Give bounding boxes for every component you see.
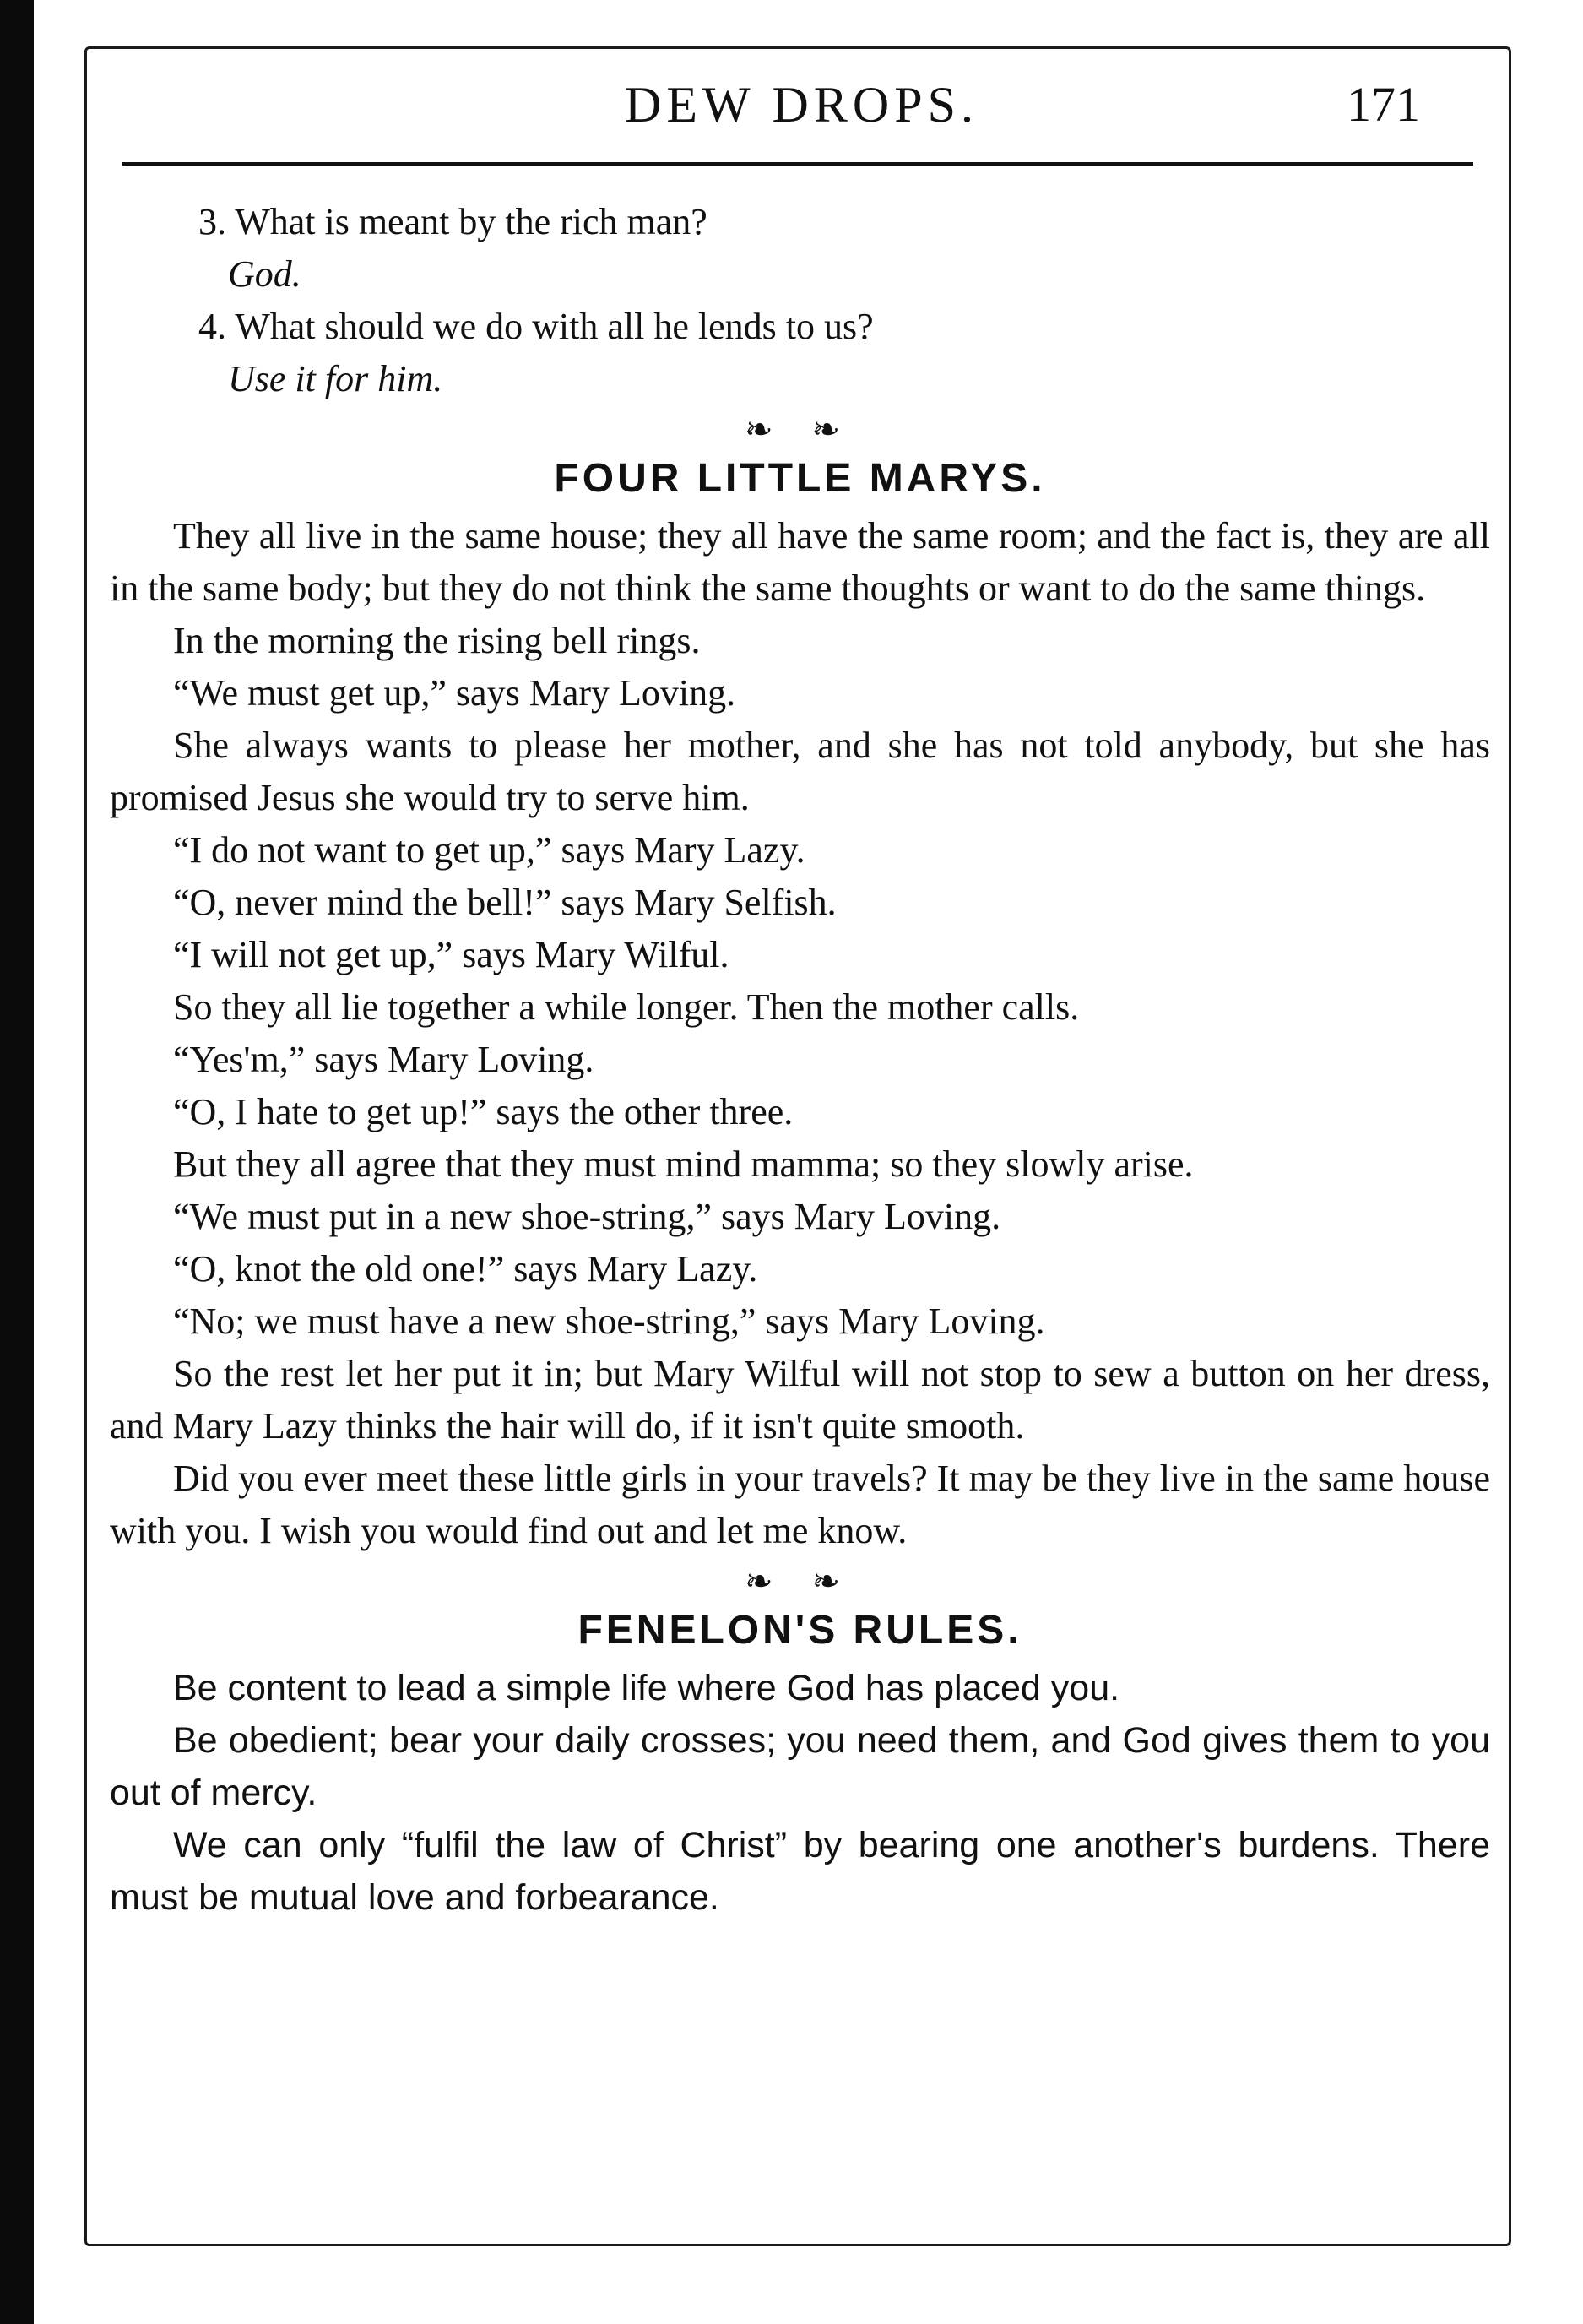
story-paragraph: “Yes'm,” says Mary Loving. (173, 1039, 594, 1080)
story-paragraph: “I do not want to get up,” says Mary Lazy. (173, 829, 805, 871)
question-4: 4. What should we do with all he lends to us? (198, 306, 874, 347)
story-paragraph: “O, I hate to get up!” says the other three. (173, 1091, 794, 1132)
ornament-divider-1: ❧ ❧ (744, 410, 856, 448)
rules-body (110, 1662, 1490, 1924)
story-paragraph: “We must put in a new shoe-string,” says Mary Loving. (173, 1196, 1001, 1237)
story-paragraph: Did you ever meet these little girls in your travels? It may be they live in the same house with you. I wish you would find out and let me know. (110, 1458, 1490, 1551)
question-3: 3. What is meant by the rich man? (198, 201, 707, 242)
rules-paragraph: We can only “fulfil the law of Christ” by bearing one another's burdens. There must be mutual love and forbearance. (110, 1825, 1490, 1918)
page-edge-shadow (0, 0, 34, 2324)
story-body (110, 510, 1490, 1557)
answer-3: God. (228, 253, 301, 295)
story-paragraph: “I will not get up,” says Mary Wilful. (173, 934, 729, 975)
page-header (84, 76, 1511, 152)
rules-paragraph: Be content to lead a simple life where God has placed you. (173, 1668, 1120, 1708)
story-paragraph: “O, never mind the bell!” says Mary Selfish. (173, 882, 837, 923)
story-title: FOUR LITTLE MARYS. (554, 456, 1046, 501)
rules-paragraph: Be obedient; bear your daily crosses; you need them, and God gives them to you out of mercy. (110, 1720, 1490, 1813)
story-paragraph: “No; we must have a new shoe-string,” says Mary Loving. (173, 1300, 1045, 1342)
ornament-divider-2: ❧ ❧ (744, 1562, 856, 1600)
story-paragraph: She always wants to please her mother, and she has not told anybody, but she has promised Jesus she would try to serve him. (110, 725, 1490, 818)
page-number: 171 (1347, 77, 1420, 132)
running-title: DEW DROPS. (625, 77, 979, 133)
story-paragraph: So the rest let her put it in; but Mary Wilful will not stop to sew a button on her dress, and Mary Lazy thinks the hair will do, if it isn't quite smooth. (110, 1353, 1490, 1447)
story-paragraph: But they all agree that they must mind mamma; so they slowly arise. (173, 1143, 1194, 1185)
story-paragraph: “We must get up,” says Mary Loving. (173, 672, 736, 714)
story-paragraph: They all live in the same house; they all have the same room; and the fact is, they are all in the same body; but they do not think the same thoughts or want to do the same things. (110, 515, 1490, 609)
question-list (110, 196, 1490, 405)
rules-title: FENELON'S RULES. (577, 1608, 1022, 1653)
header-rule (122, 162, 1473, 166)
page-content (110, 196, 1490, 1924)
story-paragraph: In the morning the rising bell rings. (173, 620, 701, 661)
story-paragraph: “O, knot the old one!” says Mary Lazy. (173, 1248, 758, 1290)
answer-4: Use it for him. (228, 358, 443, 399)
story-paragraph: So they all lie together a while longer. Then the mother calls. (173, 986, 1080, 1028)
